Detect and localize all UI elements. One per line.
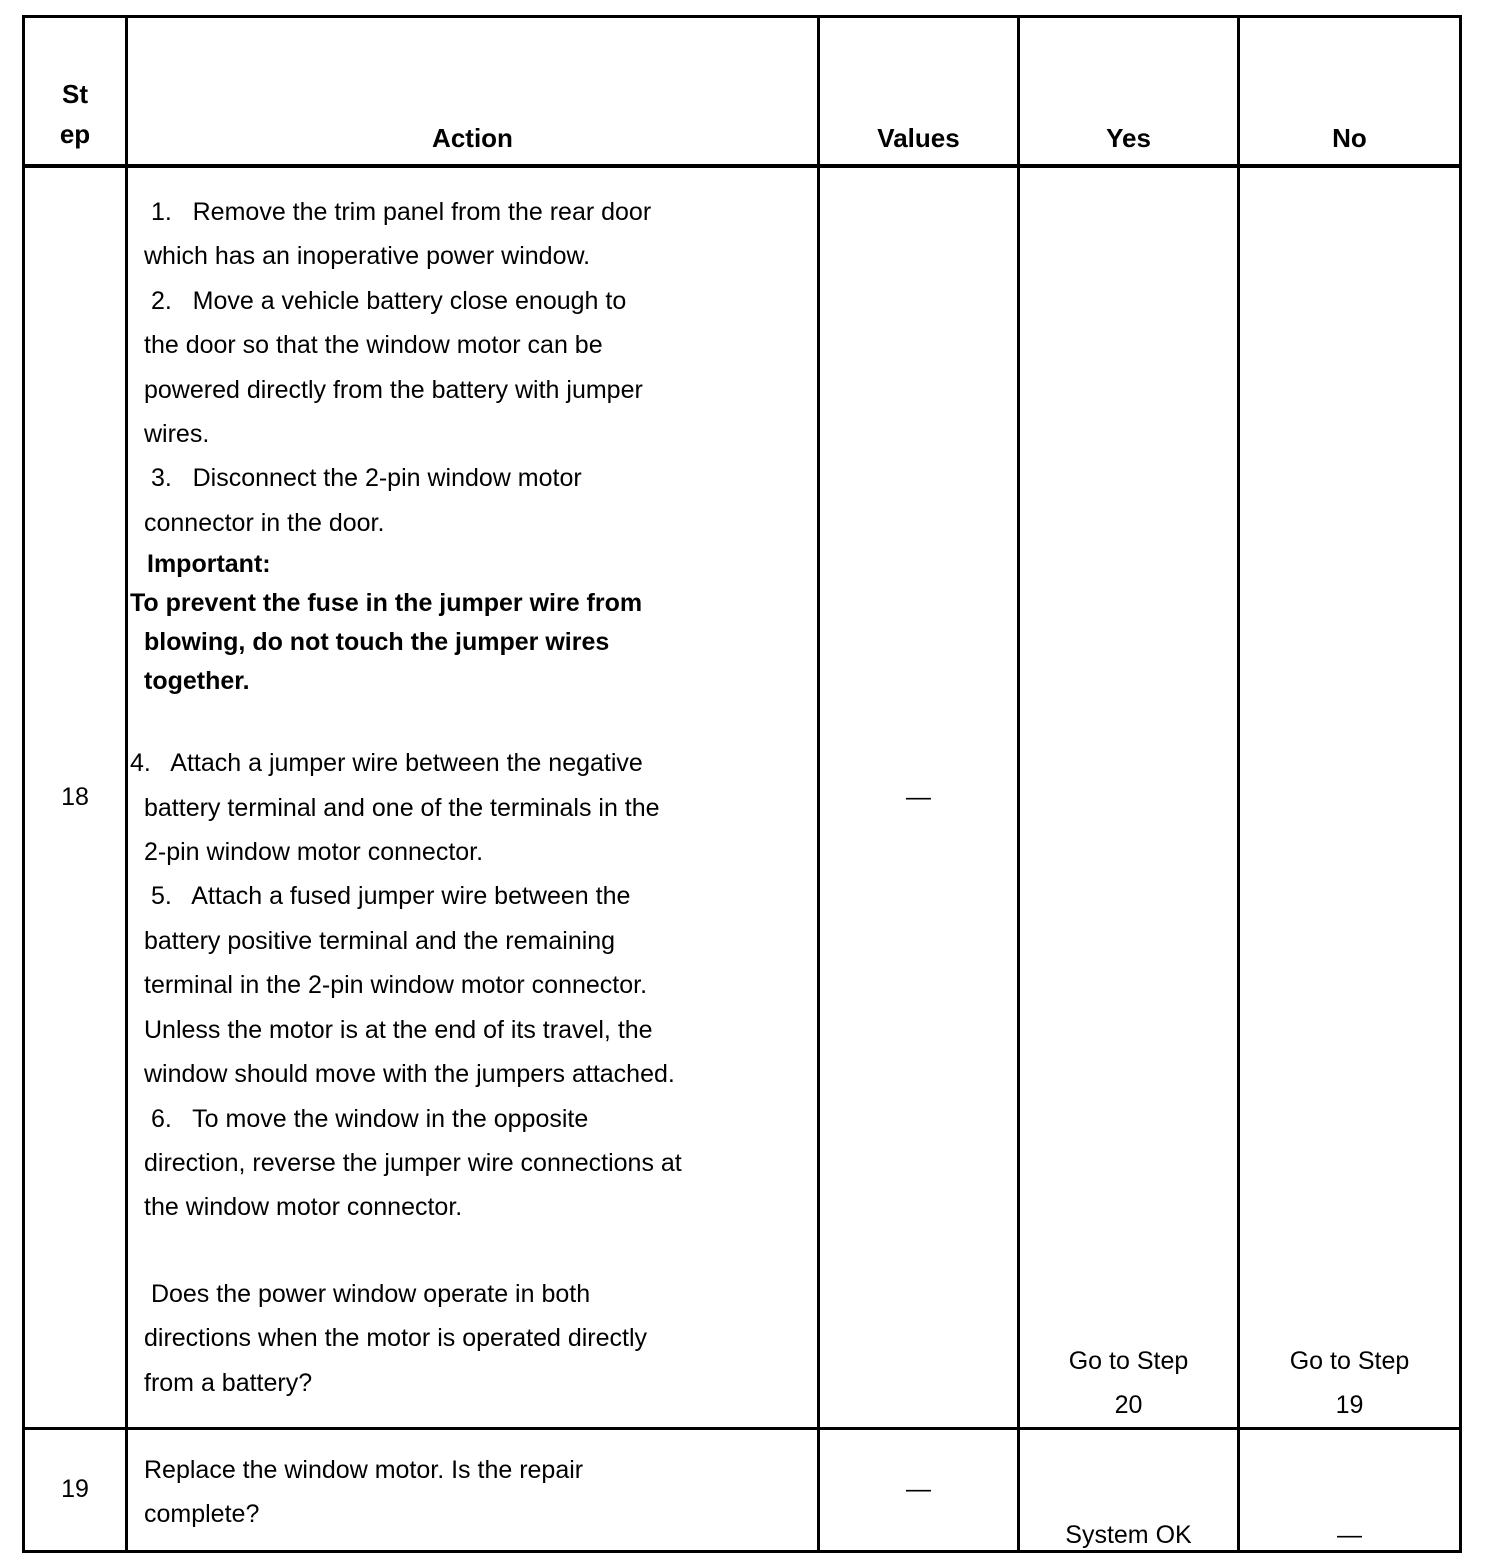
header-yes: Yes — [1019, 17, 1239, 167]
diagnostic-table — [22, 15, 1462, 1553]
header-no: No — [1239, 17, 1461, 167]
action-line: window should move with the jumpers attached. — [144, 1060, 675, 1089]
action-line: 5. Attach a fused jumper wire between the — [144, 882, 631, 911]
header-step — [24, 17, 127, 167]
important-line: To prevent the fuse in the jumper wire from — [130, 589, 643, 618]
yes-line: Go to Step — [1068, 1346, 1189, 1375]
action-line: 6. To move the window in the opposite — [144, 1104, 589, 1133]
no-cell: — — [1239, 1428, 1461, 1551]
action-line: 2-pin window motor connector. — [144, 838, 484, 867]
action-line: the door so that the window motor can be — [144, 331, 603, 360]
yes-cell — [1019, 166, 1239, 1428]
action-cell — [127, 166, 819, 1428]
action-line: the window motor connector. — [144, 1193, 463, 1222]
question-line: from a battery? — [144, 1368, 313, 1397]
action-line: terminal in the 2-pin window motor connector. — [144, 971, 648, 1000]
table-row-step-18 — [24, 166, 1461, 1428]
action-line: wires. — [144, 420, 210, 449]
action-line: battery positive terminal and the remaining — [144, 926, 616, 955]
action-line: 1. Remove the trim panel from the rear door — [144, 198, 652, 226]
table-row-step-19 — [24, 1428, 1461, 1551]
action-line: direction, reverse the jumper wire connections at — [144, 1148, 682, 1177]
action-line: connector in the door. — [144, 508, 385, 537]
action-line: Replace the window motor. Is the repair — [144, 1455, 584, 1484]
yes-line: 20 — [1114, 1390, 1143, 1419]
action-line: battery terminal and one of the terminals in the — [144, 793, 660, 822]
action-cell — [127, 1428, 819, 1551]
step-number: 19 — [24, 1428, 127, 1551]
header-step-line1: St — [62, 79, 88, 109]
header-values: Values — [819, 17, 1019, 167]
values-cell: — — [819, 166, 1019, 1428]
question-line: directions when the motor is operated directly — [144, 1324, 648, 1353]
important-note — [130, 545, 757, 701]
values-cell: — — [819, 1428, 1019, 1551]
no-line: Go to Step — [1289, 1346, 1410, 1375]
no-cell — [1239, 166, 1461, 1428]
yes-cell: System OK — [1019, 1428, 1239, 1551]
important-line: blowing, do not touch the jumper wires — [144, 628, 610, 657]
action-line: Unless the motor is at the end of its travel, the — [144, 1015, 653, 1044]
action-line: 4. Attach a jumper wire between the negative — [130, 749, 643, 778]
no-line: 19 — [1335, 1390, 1364, 1419]
action-line: 3. Disconnect the 2-pin window motor — [144, 464, 582, 493]
action-line: which has an inoperative power window. — [144, 242, 591, 271]
question-line: Does the power window operate in both — [144, 1279, 591, 1308]
action-line: complete? — [144, 1499, 260, 1528]
action-line: powered directly from the battery with jumper — [144, 375, 643, 404]
header-step-line2: ep — [59, 119, 91, 149]
header-action: Action — [127, 17, 819, 167]
action-line: 2. Move a vehicle battery close enough to — [144, 286, 627, 315]
important-title: Important: — [147, 550, 271, 579]
header-row — [24, 17, 1461, 167]
important-line: together. — [144, 667, 250, 696]
step-number: 18 — [24, 166, 127, 1428]
